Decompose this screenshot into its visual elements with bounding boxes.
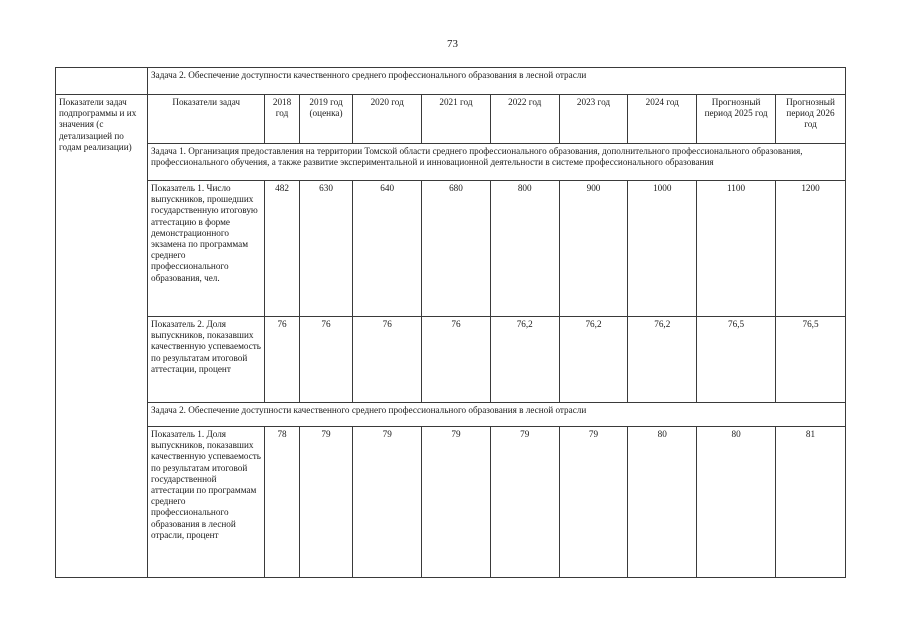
table-row [56, 317, 846, 403]
page-number: 73 [447, 38, 458, 50]
value-2023: 900 [559, 181, 628, 317]
task1-title: Задача 1. Организация предоставления на территории Томской области среднего профессионального образования, дополнительного профессионального образования, профессионального обучения, а также развитие экспериментальной и инновационной деятельности в системе профессионального образования [148, 144, 846, 181]
value-2023: 76,2 [559, 317, 628, 403]
col-header-indicators: Показатели задач [148, 95, 265, 144]
col-header-2022: 2022 год [490, 95, 559, 144]
indicator-label: Показатель 1. Число выпускников, прошедших государственную итоговую аттестацию в форме демонстрационного экзамена по программам среднего профессионального образования, чел. [148, 181, 265, 317]
value-2021: 680 [422, 181, 491, 317]
header-row [56, 95, 846, 144]
value-2026: 81 [776, 427, 846, 578]
value-2021: 79 [422, 427, 491, 578]
col-header-2020: 2020 год [353, 95, 422, 144]
value-2022: 800 [490, 181, 559, 317]
value-2025: 80 [697, 427, 776, 578]
value-2026: 1200 [776, 181, 846, 317]
value-2023: 79 [559, 427, 628, 578]
col-header-2024: 2024 год [628, 95, 697, 144]
value-2025: 76,5 [697, 317, 776, 403]
value-2026: 76,5 [776, 317, 846, 403]
value-2025: 1100 [697, 181, 776, 317]
value-2020: 640 [353, 181, 422, 317]
top-task-row [56, 68, 846, 95]
col-header-2019: 2019 год (оценка) [299, 95, 353, 144]
empty-cell [56, 68, 148, 95]
value-2018: 78 [265, 427, 299, 578]
value-2024: 1000 [628, 181, 697, 317]
value-2018: 76 [265, 317, 299, 403]
value-2019: 76 [299, 317, 353, 403]
table-row [56, 181, 846, 317]
value-2020: 79 [353, 427, 422, 578]
col-header-2021: 2021 год [422, 95, 491, 144]
task2-row [56, 403, 846, 427]
value-2019: 630 [299, 181, 353, 317]
task1-row [56, 144, 846, 181]
indicator-label: Показатель 1. Доля выпускников, показавших качественную успеваемость по результатам итоговой государственной аттестации по программам среднего профессионального образования в лесной отрасли, процент [148, 427, 265, 578]
value-2021: 76 [422, 317, 491, 403]
col-header-2023: 2023 год [559, 95, 628, 144]
value-2022: 79 [490, 427, 559, 578]
indicator-label: Показатель 2. Доля выпускников, показавших качественную успеваемость по результатам итоговой аттестации, процент [148, 317, 265, 403]
value-2019: 79 [299, 427, 353, 578]
value-2018: 482 [265, 181, 299, 317]
value-2022: 76,2 [490, 317, 559, 403]
col-header-2018: 2018 год [265, 95, 299, 144]
col-header-2025: Прогнозный период 2025 год [697, 95, 776, 144]
left-header-cell: Показатели задач подпрограммы и их значения (с детализацией по годам реализации) [56, 95, 148, 578]
top-task-title: Задача 2. Обеспечение доступности качественного среднего профессионального образования в лесной отрасли [148, 68, 846, 95]
indicators-table [55, 67, 846, 578]
task2-title: Задача 2. Обеспечение доступности качественного среднего профессионального образования в лесной отрасли [148, 403, 846, 427]
value-2024: 80 [628, 427, 697, 578]
table-row [56, 427, 846, 578]
value-2024: 76,2 [628, 317, 697, 403]
value-2020: 76 [353, 317, 422, 403]
col-header-2026: Прогнозный период 2026 год [776, 95, 846, 144]
